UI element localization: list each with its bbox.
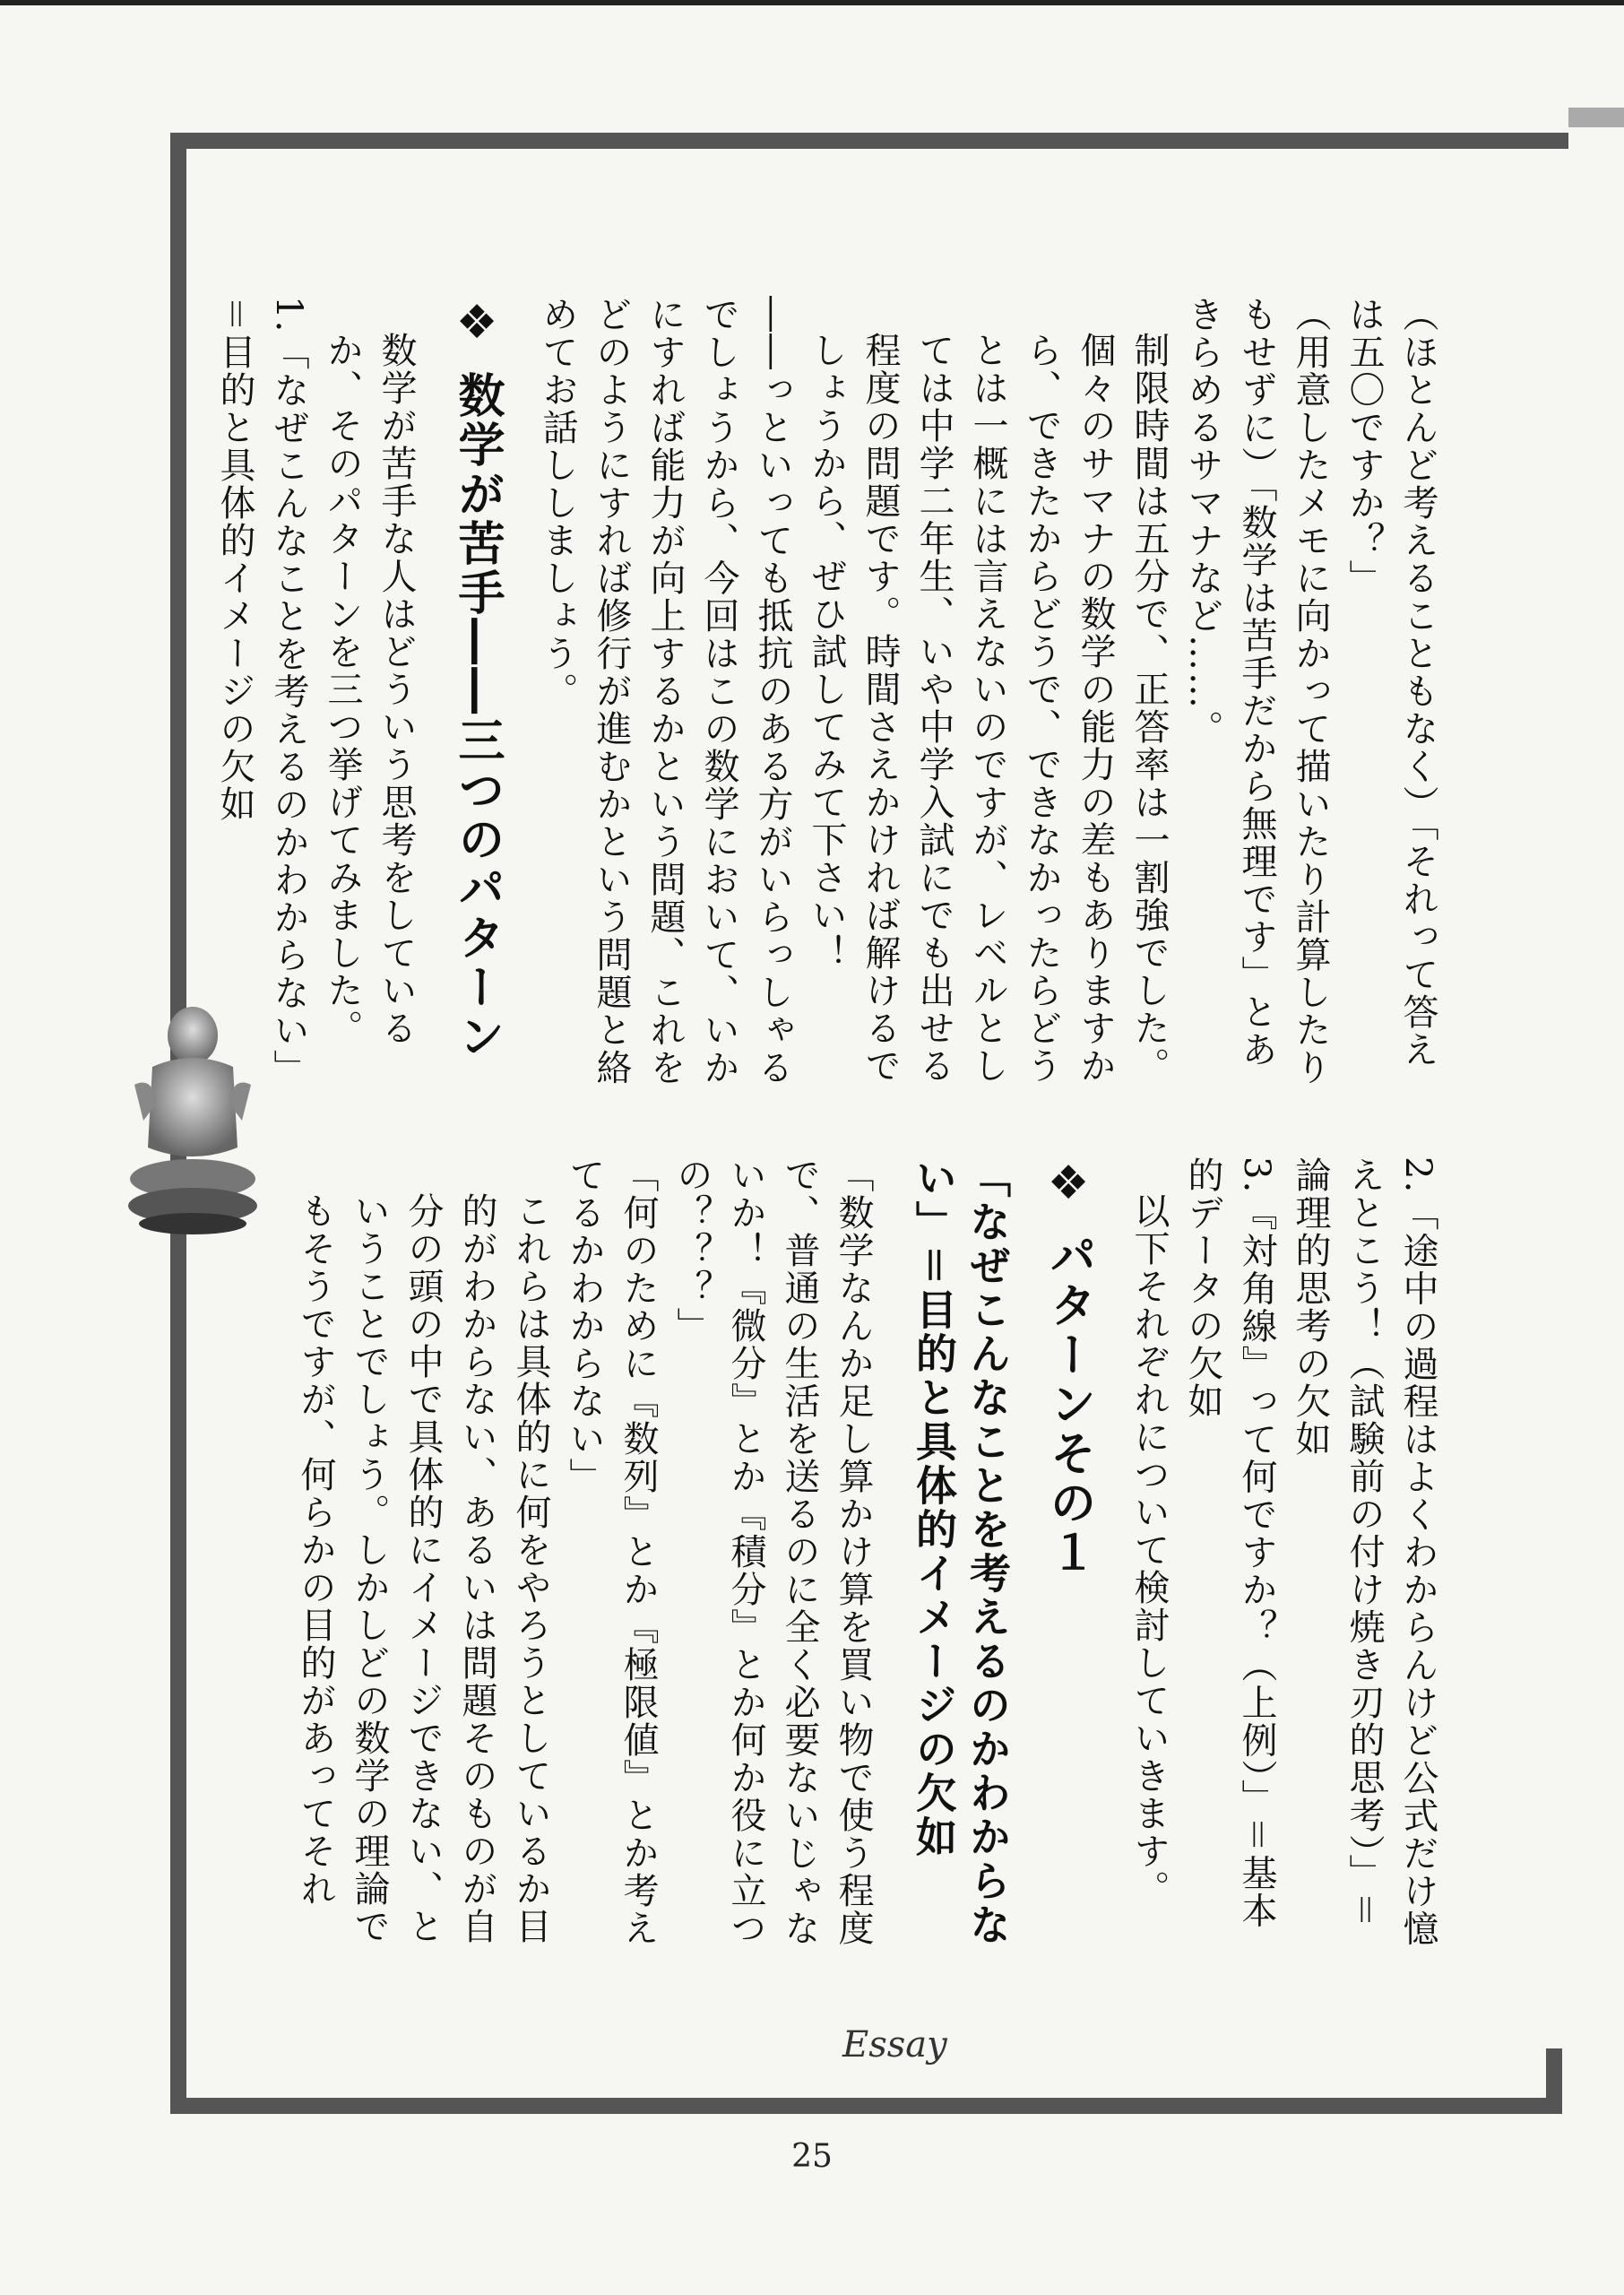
paragraph: 制限時間は五分で、正答率は一割強でした。個々のサマナの数学の能力の差もありますから、できたからどうで、できなかったらどうとは一概には言えないのですが、レベルとしては中学二年生、いや中学入試にでも出せる程度の問題です。時間さえかければ解けるでしょうから、ぜひ試してみて下さい！ bbox=[806, 332, 1170, 1085]
list-item: 1.「なぜこんなことを考えるのかわからない」＝目的と具体的イメージの欠如 bbox=[214, 296, 309, 1087]
page-number: 25 bbox=[791, 2138, 833, 2175]
deity-figurine-image bbox=[125, 995, 260, 1237]
quote: 「何のために『数列』とか『極限値』とか考えてるかわからない」 bbox=[564, 1156, 659, 1947]
paragraph: ――っといっても抵抗のある方がいらっしゃるでしょうから、今回はこの数学において、いかにすれば能力が向上するかという問題、これをどのようにすれば修行が進むかという問題と絡めてお話ししましょう。 bbox=[537, 296, 793, 1087]
pattern-subheading: 「なぜこんなことを考えるのかわからない」＝目的と具体的イメージの欠如 bbox=[910, 1156, 1012, 1947]
lower-text-column bbox=[295, 1156, 1445, 1963]
frame-top-border bbox=[170, 133, 1568, 149]
paragraph: これらは具体的に何をやろうとしているか目的がわからない、あるいは問題そのものが自分の頭の中で具体的にイメージできない、ということでしょう。しかしどの数学の理論でもそうですが、何らかの目的があってそれ bbox=[295, 1192, 551, 1945]
paragraph: （ほとんど考えることもなく）「それって答えは五〇ですか？」 bbox=[1343, 296, 1438, 1069]
list-item: 3.『対角線』って何ですか？（上例）」＝基本的データの欠如 bbox=[1182, 1156, 1277, 1930]
essay-mark: Essay bbox=[842, 2024, 947, 2066]
frame-right-stub bbox=[1546, 2048, 1562, 2114]
frame-top-cap bbox=[1568, 108, 1624, 127]
paragraph: 数学が苦手な人はどういう思考をしているか、そのパターンを三つ挙げてみました。 bbox=[322, 332, 417, 1047]
quote: 「数学なんか足し算かけ算を買い物で使う程度で、普通の生活を送るのに全く必要ないじゃないか！『微分』とか『積分』とか何か役に立つの？？？」 bbox=[671, 1156, 874, 1947]
pattern-heading: ❖ パターンその１ bbox=[1041, 1156, 1095, 1578]
upper-text-column bbox=[214, 296, 1445, 1103]
frame-bottom-border bbox=[170, 2098, 1546, 2114]
paragraph: （用意したメモに向かって描いたり計算したりもせずに）「数学は苦手だから無理です」とあきらめるサマナなど……。 bbox=[1182, 296, 1331, 1087]
list-item: 2.「途中の過程はよくわからんけど公式だけ憶えとこう！（試験前の付け焼き刃的思考）」＝論理的思考の欠如 bbox=[1290, 1156, 1438, 1948]
scan-edge bbox=[0, 0, 1624, 5]
paragraph: 以下それぞれについて検討していきます。 bbox=[1128, 1192, 1170, 1908]
section-heading: ❖ 数学が苦手――三つのパターン bbox=[450, 296, 504, 1062]
